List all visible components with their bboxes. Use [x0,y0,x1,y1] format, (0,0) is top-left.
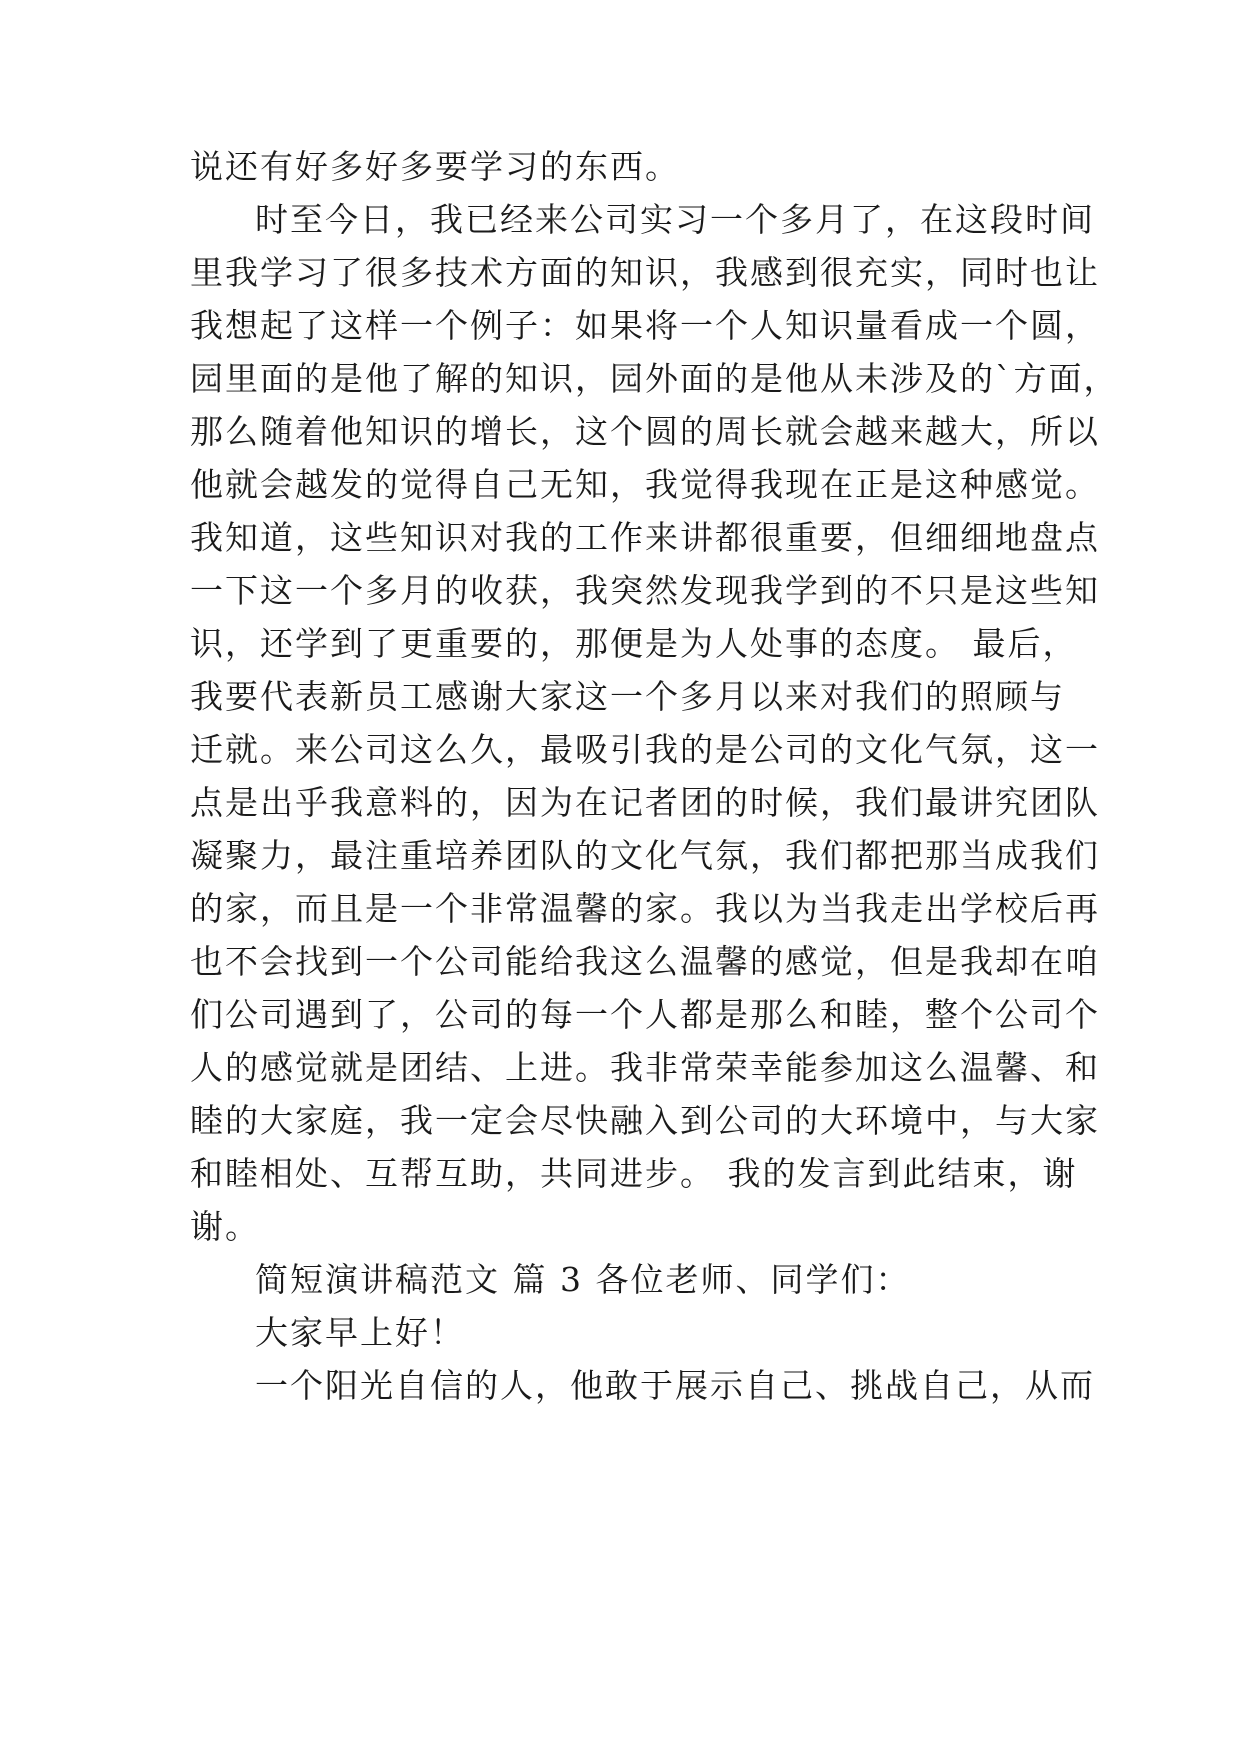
text-line: 里我学习了很多技术方面的知识，我感到很充实，同时也让 [190,253,1100,292]
text-line: 人的感觉就是团结、上进。我非常荣幸能参加这么温馨、和 [190,1048,1100,1087]
text-line: 们公司遇到了，公司的每一个人都是那么和睦，整个公司个 [190,995,1100,1034]
text-line: 识，还学到了更重要的，那便是为人处事的态度。 最后， [190,624,1078,663]
text-line: 也不会找到一个公司能给我这么温馨的感觉，但是我却在咱 [190,942,1100,981]
section-heading: 简短演讲稿范文 篇 3 各位老师、同学们： [255,1260,911,1299]
text-line: 园里面的是他了解的知识，园外面的是他从未涉及的`方面， [190,359,1119,398]
text-line: 一下这一个多月的收获，我突然发现我学到的不只是这些知 [190,571,1100,610]
text-line: 点是出乎我意料的，因为在记者团的时候，我们最讲究团队 [190,783,1100,822]
text-line: 的家，而且是一个非常温馨的家。我以为当我走出学校后再 [190,889,1100,928]
text-line: 说还有好多好多要学习的东西。 [190,147,680,186]
paragraph-start-line: 时至今日，我已经来公司实习一个多月了，在这段时间 [255,200,1095,239]
text-line: 我想起了这样一个例子：如果将一个人知识量看成一个圆， [190,306,1100,345]
text-line: 我知道，这些知识对我的工作来讲都很重要，但细细地盘点 [190,518,1100,557]
text-line: 他就会越发的觉得自己无知，我觉得我现在正是这种感觉。 [190,465,1100,504]
text-line: 迁就。来公司这么久，最吸引我的是公司的文化气氛，这一 [190,730,1100,769]
greeting-line: 大家早上好！ [255,1313,465,1352]
text-line: 我要代表新员工感谢大家这一个多月以来对我们的照顾与 [190,677,1065,716]
text-line: 谢。 [190,1207,260,1246]
text-line: 和睦相处、互帮互助，共同进步。 我的发言到此结束，谢 [190,1154,1078,1193]
text-line: 凝聚力，最注重培养团队的文化气氛，我们都把那当成我们 [190,836,1100,875]
paragraph-start-line: 一个阳光自信的人，他敢于展示自己、挑战自己，从而 [255,1366,1095,1405]
text-line: 那么随着他知识的增长，这个圆的周长就会越来越大，所以 [190,412,1100,451]
text-line: 睦的大家庭，我一定会尽快融入到公司的大环境中，与大家 [190,1101,1100,1140]
